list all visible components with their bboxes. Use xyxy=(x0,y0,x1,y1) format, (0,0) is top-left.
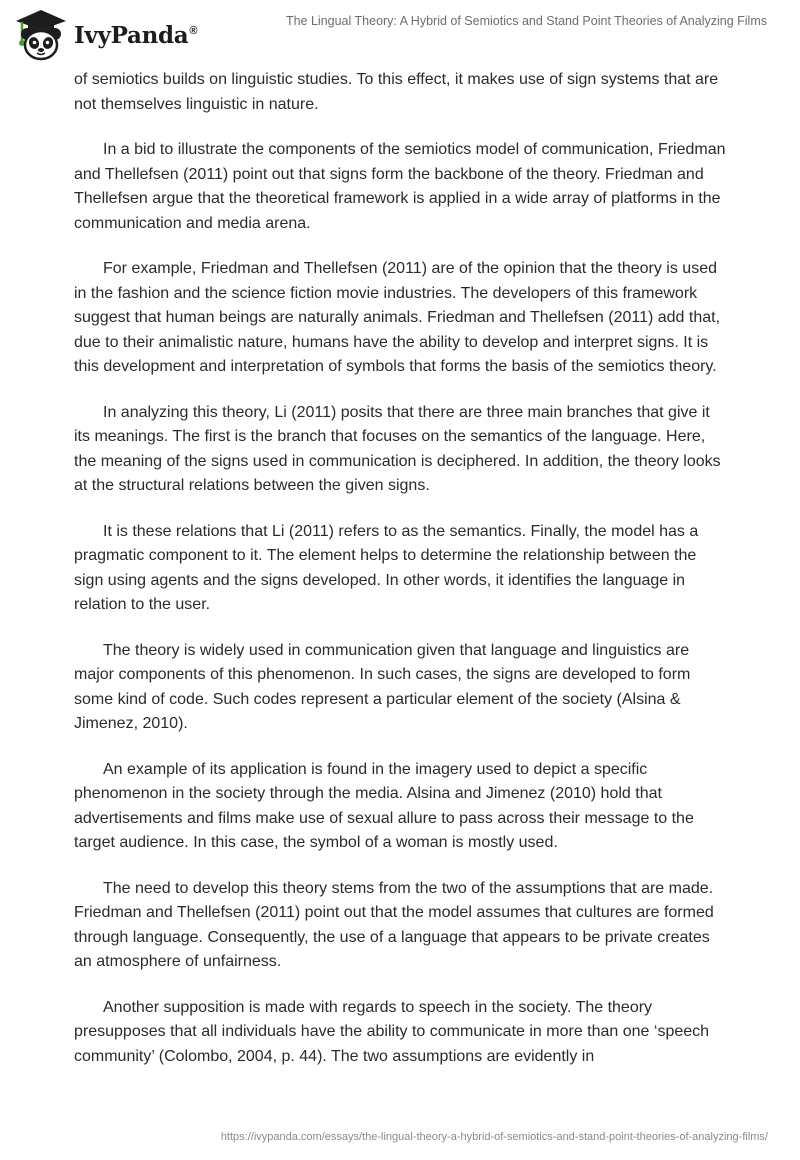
source-url[interactable]: https://ivypanda.com/essays/the-lingual-theory-a-hybrid-of-semiotics-and-stand-point-theories-of-analyzing-films/ xyxy=(220,1131,768,1143)
document-title: The Lingual Theory: A Hybrid of Semiotics and Stand Point Theories of Analyzing Films xyxy=(285,14,767,28)
brand-name xyxy=(74,22,197,49)
registered-mark: ® xyxy=(189,24,198,37)
paragraph-6: The theory is widely used in communication given that language and linguistics are major components of this phenomenon. In such cases, the signs are developed to form some kind of code. Such codes represent a particular element of the society (Alsina & Jimenez, 2010). xyxy=(74,641,691,732)
paragraph-3: For example, Friedman and Thellefsen (2011) are of the opinion that the theory is used in the fashion and the science fiction movie industries. The developers of this framework suggest that human beings are naturally animals. Friedman and Thellefsen (2011) add that, due to their animalistic nature, humans have the ability to develop and interpret signs. It is this development and interpretation of symbols that forms the basis of the semiotics theory. xyxy=(74,260,721,375)
paragraph-2: In a bid to illustrate the components of the semiotics model of communication, Friedman and Thellefsen (2011) point out that signs form the backbone of the theory. Friedman and Thellefsen argue that the theoretical framework is applied in a wide array of platforms in the communication and media arena. xyxy=(74,141,726,232)
paragraph-5: It is these relations that Li (2011) refers to as the semantics. Finally, the model has a pragmatic component to it. The element helps to determine the relationship between the sign using agents and the signs developed. In other words, it identifies the language in relation to the user. xyxy=(74,522,699,613)
panda-graduation-cap-icon xyxy=(14,8,68,62)
paragraph-9: Another supposition is made with regards to speech in the society. The theory presupposes that all individuals have the ability to communicate in more than one ‘speech community’ (Colombo, 2004, p. 44). The two assumptions are evidently in xyxy=(74,998,710,1065)
paragraph-1: of semiotics builds on linguistic studies. To this effect, it makes use of sign systems that are not themselves linguistic in nature. xyxy=(74,71,719,113)
ivypanda-logo[interactable] xyxy=(14,8,197,62)
paragraph-8: The need to develop this theory stems from the two of the assumptions that are made. Friedman and Thellefsen (2011) point out that the model assumes that cultures are formed through language. Consequently, the use of a language that appears to be private creates an atmosphere of unfairness. xyxy=(74,879,714,970)
paragraph-7: An example of its application is found in the imagery used to depict a specific phenomenon in the society through the media. Alsina and Jimenez (2010) hold that advertisements and films make use of sexual allure to pass across their message to the target audience. In this case, the symbol of a woman is mostly used. xyxy=(74,760,694,851)
paragraph-4: In analyzing this theory, Li (2011) posits that there are three main branches that give it its meanings. The first is the branch that focuses on the semantics of the language. Here, the meaning of the signs used in communication is deciphered. In addition, the theory looks at the structural relations between the given signs. xyxy=(74,403,721,494)
page-header xyxy=(0,0,800,66)
brand-text: IvyPanda xyxy=(74,21,189,49)
essay-body xyxy=(74,68,730,1090)
